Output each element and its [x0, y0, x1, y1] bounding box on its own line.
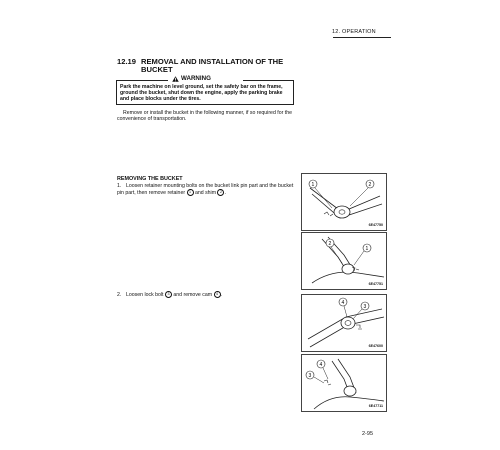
step-1-text-c: . — [224, 190, 226, 197]
step-2-text-b: and remove cam — [173, 291, 213, 298]
figure-lock-bolt-bucket-pin — [301, 354, 387, 412]
section-title — [117, 58, 317, 74]
header-rule — [333, 37, 391, 38]
intro-text: Remove or install the bucket in the following manner, if so required for the convenience of transportation. — [117, 110, 292, 123]
step-2-text-c: . — [220, 291, 222, 298]
page-number: 2-95 — [362, 431, 374, 437]
figure-retainer-link-pin — [301, 173, 387, 231]
removing-heading: REMOVING THE BUCKET — [117, 176, 183, 182]
step-1-ref-shim: 2 — [217, 189, 224, 196]
figure-1-code: 6E47750 — [368, 223, 383, 227]
figure-3-label-b: 3 — [363, 303, 367, 310]
step-2-ref-cam: 4 — [214, 291, 221, 298]
figure-2-label-a: 2 — [328, 240, 332, 247]
figure-3-label-a: 4 — [341, 299, 345, 306]
step-1-number: 1. — [117, 183, 122, 189]
figure-3-code: 6E47600 — [368, 344, 383, 348]
step-2 — [117, 291, 295, 298]
figure-4-label-b: 3 — [308, 372, 312, 379]
warning-heading — [170, 75, 213, 82]
warning-triangle-icon — [172, 76, 179, 82]
section-number: 12.19 — [117, 57, 137, 66]
retainer-bucket-pin-illustration — [302, 233, 386, 289]
figure-4-code: 6E47711 — [368, 404, 383, 408]
chapter-header: 12. OPERATION — [332, 29, 376, 35]
step-2-ref-lock-bolt: 3 — [165, 291, 172, 298]
figure-2-label-b: 1 — [365, 245, 369, 252]
warning-label: WARNING — [181, 75, 211, 82]
retainer-link-pin-illustration — [302, 174, 386, 230]
step-2-text-a: Loosen lock bolt — [126, 291, 164, 298]
figure-lock-bolt-link-pin — [301, 294, 387, 352]
step-1-text-a: Loosen retainer mounting bolts on the bucket link pin part and the bucket pin part, then remove retainer — [117, 183, 294, 197]
lock-bolt-bucket-pin-illustration — [302, 355, 386, 411]
step-2-number: 2. — [117, 291, 122, 298]
step-1-ref-retainer: 1 — [187, 189, 194, 196]
lock-bolt-link-pin-illustration — [302, 295, 386, 351]
warning-text: Park the machine on level ground, set the safety bar on the frame, ground the bucket, shut down the engine, apply the parking brake and place blocks under the tires. — [120, 84, 283, 103]
intro-paragraph — [117, 110, 295, 123]
step-1 — [117, 183, 295, 197]
figure-1-label-b: 2 — [368, 181, 372, 188]
section-title-line1: REMOVAL AND INSTALLATION OF THE — [141, 57, 284, 66]
figure-1-label-a: 1 — [311, 181, 315, 188]
figure-4-label-a: 4 — [319, 361, 323, 368]
figure-retainer-bucket-pin — [301, 232, 387, 290]
step-1-text-b: and shim — [194, 190, 217, 197]
figure-2-code: 6E47751 — [368, 282, 383, 286]
section-title-line2: BUCKET — [141, 65, 173, 74]
